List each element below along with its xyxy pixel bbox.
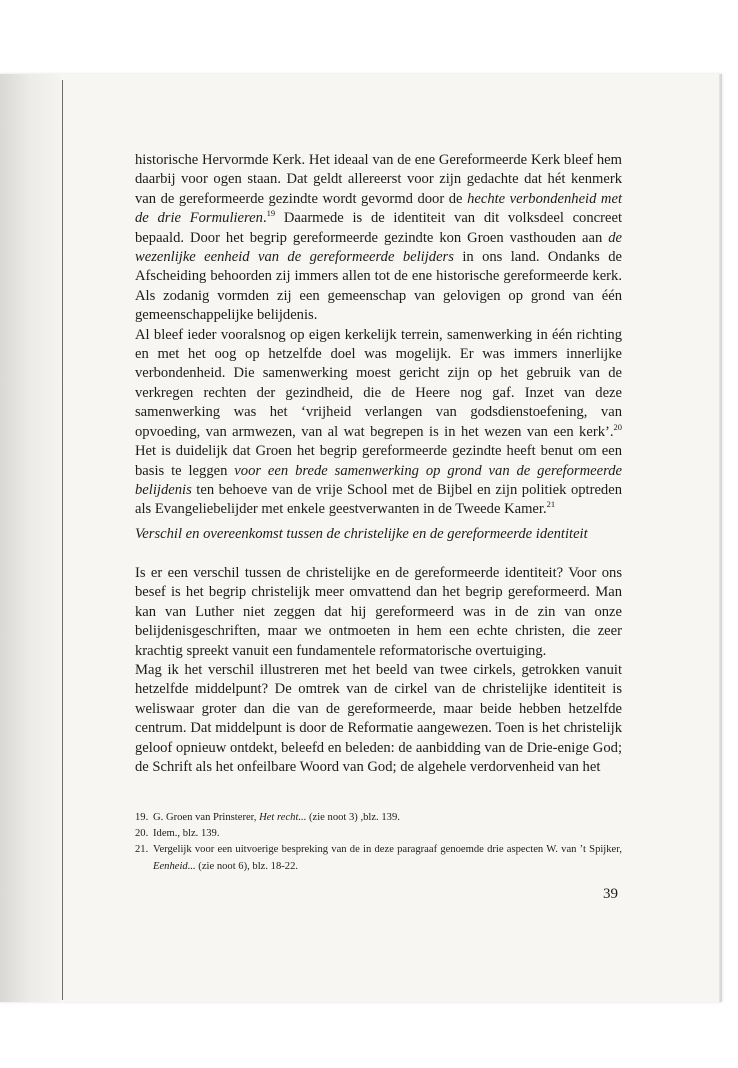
emphasis: voor een brede samenwerking op grond van de gereformeerde belijdenis — [135, 462, 622, 498]
footnote-ref-21: 21 — [546, 499, 556, 510]
emphasis: de wezenlijke eenheid van de gereformeerde belijders — [135, 229, 622, 266]
paragraph: Al bleef ieder vooralsnog op eigen kerkelijk terrein, samenwerking in één richting en met het oog op hetzelfde doel was mogelijk. Er was immers innerlijke verbondenheid. Die samenwerking moest gericht zijn op het gebruik van de verkregen rechten der gezindheid, die de Heere nog gaf. Inzet van deze samenwerking was het ‘vrijheid verlangen van godsdienstoefening, van opvoeding, van armwezen, van al wat begrepen is in het wezen van een kerk’.$^{20}$ Het is duidelijk dat Groen het begrip gereformeerde gezindte heeft benut om een basis te leggen voor een brede samenwerking op grond van de gereformeerde belijdenis ten behoeve van de vrije School met de Bijbel en zijn politiek optreden als Evangeliebelijder met enkele geestverwanten in de Tweede Kamer.$^{21}$ — [135, 326, 622, 518]
body-text-section-2 — [135, 564, 622, 777]
footnotes — [135, 810, 622, 875]
footnote-20: 20. Idem., blz. 139. — [135, 828, 220, 840]
footnote-ref-19: 19 — [266, 208, 276, 219]
paragraph: Is er een verschil tussen de christelijke en de gereformeerde identiteit? Voor ons besef is het begrip christelijk meer omvattend dan het begrip gereformeerd. Man kan van Luther niet zeggen dat hij gereformeerd was in de zin van onze belijdenisgeschriften, maar we ontmoeten in hem een echte christen, die zeer krachtig spreekt vanuit een fundamentele reformatorische overtuiging. — [135, 565, 622, 659]
page-right-edge — [719, 74, 722, 1002]
paragraph: historische Hervormde Kerk. Het ideaal van de ene Gereformeerde Kerk bleef hem daarbij voor ogen staan. Dat geldt allereerst voor zijn gedachte dat hét kenmerk van de gereformeerde gezindte wordt gevormd door de hechte verbondenheid met de drie Formulieren.$^{19}$ Daarmede is de identiteit van dit volksdeel concreet bepaald. Door het begrip gereformeerde gezindte kon Groen vasthouden aan de wezenlijke eenheid van de gereformeerde belijders in ons land. Ondanks de Afscheiding behoorden zij immers allen tot de ene historische gereformeerde kerk. Als zodanig vormden zij een gemeenschap van gelovigen op grond van één gemeenschappelijke belijdenis. — [135, 152, 623, 324]
page-binding-shadow — [0, 74, 63, 1002]
footnote-19: 19. G. Groen van Prinsterer, Het recht... (zie noot 3) ,blz. 139. — [135, 812, 400, 823]
section-heading: Verschil en overeenkomst tussen de christelijke en de gereformeerde identiteit — [135, 526, 588, 542]
footnote-21: 21. Vergelijk voor een uitvoerige bespreking van de in deze paragraaf genoemde drie aspecten W. van ’t Spijker, Eenheid... (zie noot 6), blz. 18-22. — [135, 844, 622, 872]
binding-gutter-line — [62, 80, 63, 1000]
footnote-ref-20: 20 — [613, 421, 622, 432]
page-number: 39 — [603, 886, 618, 902]
paragraph: Mag ik het verschil illustreren met het beeld van twee cirkels, getrokken vanuit hetzelfde middelpunt? De omtrek van de cirkel van de christelijke identiteit is weliswaar groter dan die van de gereformeerde, maar beide hebben hetzelfde centrum. Dat middelpunt is door de Reformatie aangewezen. Toen is het christelijk geloof opnieuw ontdekt, beleefd en beleden: de aanbidding van de Drie-enige God; de Schrift als het onfeilbare Woord van God; de algehele verdorvenheid van het — [135, 662, 622, 776]
emphasis: hechte verbondenheid met de drie Formulieren — [135, 190, 623, 227]
body-text-section-1 — [135, 151, 622, 520]
